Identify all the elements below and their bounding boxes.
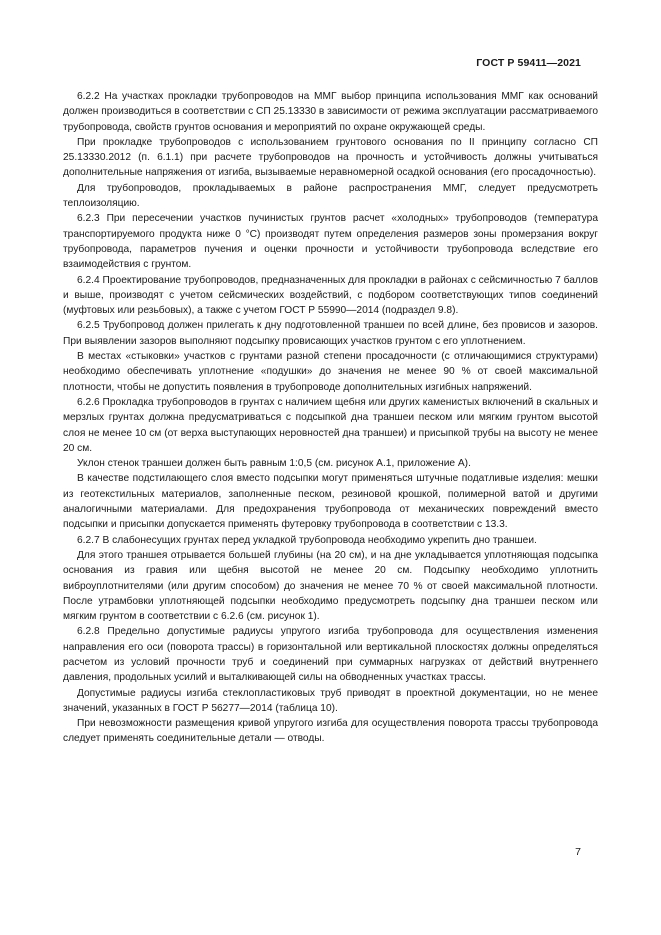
- paragraph: Уклон стенок траншеи должен быть равным 1:0,5 (см. рисунок А.1, приложение А).: [77, 458, 471, 470]
- paragraph: Допустимые радиусы изгиба стеклопластиковых труб приводят в проектной документации, но не менее значений, указанных в ГОСТ Р 56277—2014 (таблица 10).: [63, 687, 598, 714]
- paragraph: В качестве подстилающего слоя вместо подсыпки могут применяться штучные податливые изделия: мешки из геотекстильных материалов, заполненные песком, резиновой крошкой, полимерной ватой и другими аналогичными материалами. Для предохранения трубопровода от механических повреждений вместо подсыпки и присыпки допускается применять футеровку трубопровода в соответствии с 13.3.: [63, 473, 598, 531]
- paragraph-6-2-5: 6.2.5 Трубопровод должен прилегать к дну подготовленной траншеи по всей длине, без провисов и зазоров. При выявлении зазоров выполняют подсыпку провисающих участков грунтом с его уплотнением.: [63, 320, 598, 347]
- page-number: 7: [575, 846, 581, 858]
- paragraph: При прокладке трубопроводов с использованием грунтового основания по II принципу согласно СП 25.13330.2012 (п. 6.1.1) при расчете трубопроводов на прочность и устойчивость должны учитываться дополнительные напряжения от изгиба, вызываемые неравномерной осадкой основания (его просадочностью).: [63, 136, 598, 179]
- paragraph: Для этого траншея отрывается большей глубины (на 20 см), и на дне укладывается уплотняющая подсыпка основания из гравия или щебня высотой не менее 20 см. Подсыпку необходимо уплотнить виброуплотнителями (или другим способом) до значения не менее 70 % от своей максимальной плотности. После утрамбовки уплотняющей подсыпки необходимо предусмотреть подсыпку дна траншеи песком или мягким грунтом в соответствии с 6.2.6 (см. рисунок 1).: [63, 549, 598, 623]
- paragraph: В местах «стыковки» участков с грунтами разной степени просадочности (с отличающимися структурами) необходимо обеспечивать уплотнение «подушки» до значения не менее 90 % от своей максимальной плотности, чтобы не допустить появления в трубопроводе дополнительных изгибных напряжений.: [63, 351, 598, 393]
- paragraph: Для трубопроводов, прокладываемых в районе распространения ММГ, следует предусмотреть теплоизоляцию.: [63, 182, 598, 210]
- paragraph-6-2-4: 6.2.4 Проектирование трубопроводов, предназначенных для прокладки в районах с сейсмичностью 7 баллов и выше, производят с учетом сейсмических воздействий, с подбором соответствующих типов соединений (муфтовых или резьбовых), а также с учетом ГОСТ Р 55990—2014 (подраздел 9.8).: [63, 274, 598, 317]
- paragraph-6-2-3: 6.2.3 При пересечении участков пучинистых грунтов расчет «холодных» трубопроводов (температура транспортируемого продукта ниже 0 °С) производят путем определения размеров зоны промерзания вокруг трубопровода, параметров пучения и оценки прочности и устойчивости трубопровода вследствие его взаимодействия с грунтом.: [63, 213, 598, 271]
- paragraph-6-2-2: 6.2.2 На участках прокладки трубопроводов на ММГ выбор принципа использования ММГ как оснований должен производиться в соответствии с СП 25.13330 в зависимости от режима эксплуатации рассматриваемого трубопровода, свойств грунтов основания и мероприятий по охране окружающей среды.: [63, 91, 598, 133]
- paragraph-6-2-6: 6.2.6 Прокладка трубопроводов в грунтах с наличием щебня или других каменистых включений в скальных и мерзлых грунтах должна предусматриваться с подсыпкой дна траншеи песком или мягким грунтом высотой слоя не менее 10 см (от верха выступающих неровностей дна траншеи) и присыпкой трубы на высоту не менее 20 см.: [63, 396, 598, 454]
- paragraph: При невозможности размещения кривой упругого изгиба для осуществления поворота трассы трубопровода следует применять соединительные детали — отводы.: [63, 718, 598, 745]
- paragraph-6-2-7: 6.2.7 В слабонесущих грунтах перед укладкой трубопровода необходимо укрепить дно траншеи.: [77, 534, 537, 546]
- document-body: [63, 89, 598, 747]
- document-code-header: ГОСТ Р 59411—2021: [476, 57, 581, 69]
- paragraph-6-2-8: 6.2.8 Предельно допустимые радиусы упругого изгиба трубопровода для осуществления изменения направления его оси (поворота трассы) в горизонтальной или вертикальной плоскостях должны определяться расчетом из условий прочности труб и соединений при суммарных нагрузках от действий внутреннего давления, продольных усилий и выталкивающей силы на обводненных участках трассы.: [63, 626, 598, 684]
